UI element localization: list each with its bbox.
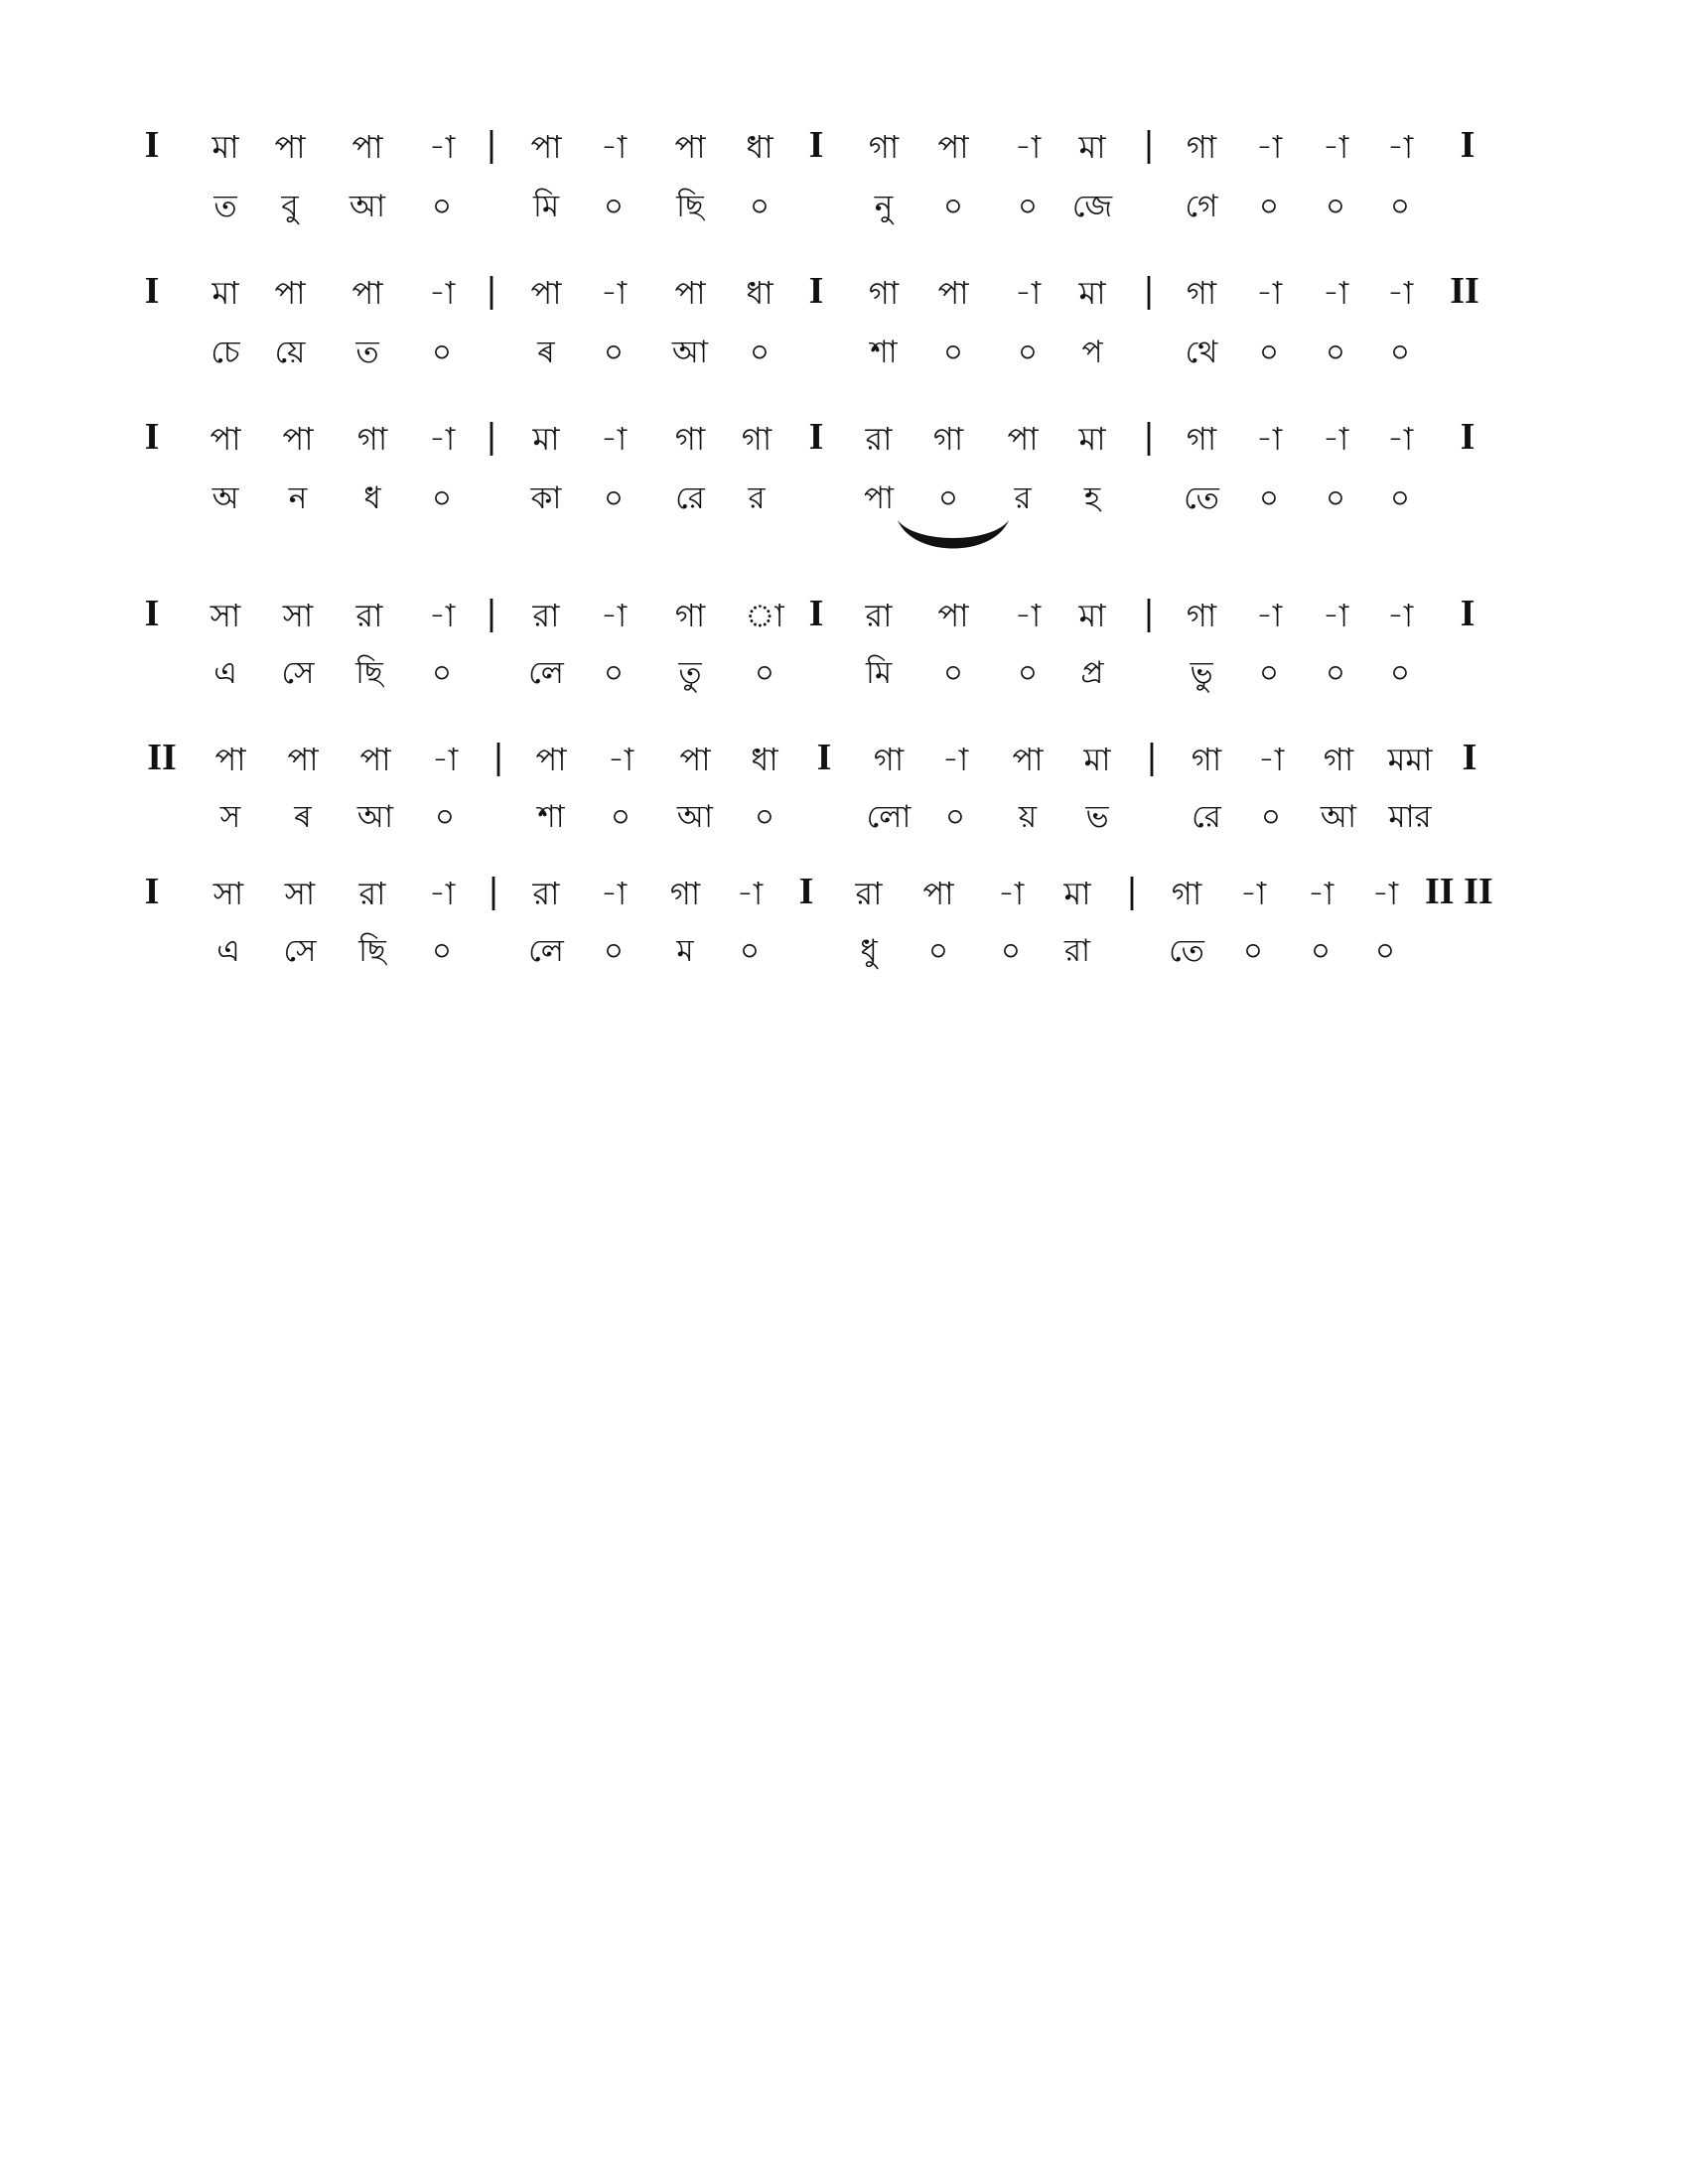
- bar-line: I: [144, 871, 160, 912]
- swara-note: রা: [532, 597, 560, 634]
- swara-note: -া: [736, 875, 764, 912]
- lyric-syllable: এ: [216, 933, 240, 969]
- lyric-syllable: ০: [431, 335, 453, 370]
- beat-divider: |: [1143, 594, 1155, 633]
- lyric-syllable: ০: [942, 335, 964, 370]
- swara-note: -া: [1257, 741, 1285, 778]
- swara-note: পা: [287, 741, 319, 778]
- swara-note: মা: [1083, 741, 1111, 778]
- beat-divider: |: [486, 125, 497, 165]
- bar-line: II: [1450, 270, 1479, 312]
- lyric-syllable: ০: [1258, 655, 1280, 691]
- beat-divider: |: [1126, 872, 1138, 911]
- lyric-syllable: ত: [213, 189, 237, 224]
- swara-note: -া: [607, 741, 634, 778]
- lyric-syllable: জে: [1071, 189, 1113, 224]
- lyric-syllable: ০: [431, 933, 453, 969]
- lyric-syllable: ধ: [363, 480, 381, 516]
- swara-note: -া: [1255, 597, 1283, 634]
- lyric-syllable: ০: [1017, 655, 1039, 691]
- lyric-syllable: ০: [1258, 189, 1280, 224]
- lyric-syllable: শা: [537, 799, 565, 835]
- swara-note: ধা: [751, 741, 778, 778]
- swara-note: গা: [1186, 420, 1217, 458]
- lyric-syllable: য়ে: [274, 335, 306, 370]
- lyric-syllable: ০: [610, 799, 632, 835]
- bar-line: I: [144, 270, 160, 312]
- lyric-syllable: ০: [603, 189, 625, 224]
- lyric-syllable: স: [219, 799, 241, 835]
- swara-note: পা: [1012, 741, 1044, 778]
- beat-divider: |: [1146, 738, 1158, 777]
- bar-line: I: [144, 124, 160, 166]
- swara-note: -া: [600, 597, 628, 634]
- swara-note: -া: [1014, 274, 1042, 312]
- lyric-syllable: রে: [675, 480, 705, 516]
- lyric-syllable: মার: [1388, 799, 1432, 835]
- lyric-syllable: তু: [678, 655, 702, 691]
- swara-note: পা: [352, 128, 383, 166]
- lyric-syllable: লে: [528, 655, 564, 691]
- lyric-syllable: শা: [870, 335, 898, 370]
- swara-note: পা: [530, 128, 562, 166]
- swara-note: -া: [1386, 597, 1414, 634]
- lyric-syllable: ০: [942, 189, 964, 224]
- lyric-syllable: ০: [937, 480, 959, 516]
- bar-line: I: [1460, 124, 1476, 166]
- slur-mark: [894, 514, 1013, 560]
- swara-note: -া: [428, 128, 456, 166]
- swara-note: মা: [532, 420, 560, 458]
- lyric-syllable: আ: [356, 799, 394, 835]
- swara-note: পা: [679, 741, 711, 778]
- lyric-line-4: [0, 653, 1688, 733]
- lyric-syllable: আ: [671, 335, 709, 370]
- bar-line: I: [144, 416, 160, 458]
- swara-note: রা: [532, 875, 560, 912]
- swara-note: মা: [1063, 875, 1091, 912]
- lyric-line-2: [0, 333, 1688, 412]
- swara-note: গা: [868, 274, 900, 312]
- swara-note: মা: [1078, 420, 1106, 458]
- swara-note: গা: [873, 741, 905, 778]
- swara-note: -া: [941, 741, 969, 778]
- swara-note: পা: [922, 875, 954, 912]
- swara-note: -া: [600, 420, 628, 458]
- swara-note: পা: [1007, 420, 1039, 458]
- lyric-syllable: সে: [281, 655, 315, 691]
- swara-note: ধা: [746, 128, 774, 166]
- lyric-syllable: ০: [603, 335, 625, 370]
- lyric-syllable: ছি: [676, 189, 704, 224]
- swara-note: গা: [674, 597, 706, 634]
- beat-divider: |: [486, 417, 497, 457]
- lyric-line-3: [0, 478, 1688, 558]
- lyric-syllable: ০: [1258, 335, 1280, 370]
- lyric-syllable: র: [1014, 480, 1032, 516]
- swara-note: -া: [1322, 274, 1349, 312]
- lyric-syllable: ০: [1325, 480, 1346, 516]
- swara-note: মা: [1078, 597, 1106, 634]
- lyric-syllable: মি: [532, 189, 560, 224]
- lyric-syllable: ছি: [358, 933, 386, 969]
- bar-line: II II: [1425, 871, 1493, 912]
- swara-note: -া: [1322, 597, 1349, 634]
- beat-divider: |: [492, 738, 504, 777]
- lyric-syllable: ০: [431, 189, 453, 224]
- swara-note: -া: [1255, 128, 1283, 166]
- beat-divider: |: [486, 594, 497, 633]
- swara-note: পা: [535, 741, 567, 778]
- lyric-syllable: ০: [1310, 933, 1332, 969]
- swara-note: -া: [1239, 875, 1267, 912]
- lyric-syllable: কা: [530, 480, 562, 516]
- lyric-syllable: ছি: [355, 655, 383, 691]
- swara-note: সা: [212, 875, 244, 912]
- swara-note: গা: [741, 420, 773, 458]
- swara-note: -া: [1307, 875, 1335, 912]
- lyric-syllable: আ: [1320, 799, 1357, 835]
- swara-note: া: [745, 597, 784, 634]
- swara-note: -া: [600, 274, 628, 312]
- swara-note: -া: [431, 741, 459, 778]
- swara-note: -া: [1014, 128, 1042, 166]
- lyric-syllable: র: [748, 480, 766, 516]
- lyric-syllable: ০: [434, 799, 456, 835]
- lyric-syllable: ০: [431, 480, 453, 516]
- swara-note: -া: [428, 875, 456, 912]
- bar-line: II: [147, 737, 177, 778]
- swara-note: মমা: [1387, 741, 1433, 778]
- swara-note: পা: [530, 274, 562, 312]
- lyric-syllable: ০: [1325, 189, 1346, 224]
- swara-note: -া: [1322, 420, 1349, 458]
- lyric-syllable: ০: [1389, 189, 1411, 224]
- bar-line: I: [1460, 593, 1476, 634]
- swara-note: রা: [355, 597, 383, 634]
- swara-note: পা: [674, 128, 706, 166]
- swara-note: -া: [997, 875, 1025, 912]
- lyric-syllable: ০: [603, 933, 625, 969]
- swara-note: পা: [210, 420, 241, 458]
- swara-note: পা: [937, 128, 969, 166]
- swara-note: গা: [1186, 597, 1217, 634]
- swara-note: মা: [211, 128, 239, 166]
- swara-note: পা: [274, 274, 306, 312]
- lyric-syllable: লো: [866, 799, 912, 835]
- swara-note: গা: [669, 875, 701, 912]
- lyric-syllable: ০: [603, 480, 625, 516]
- lyric-syllable: ০: [754, 655, 775, 691]
- lyric-syllable: ০: [1325, 655, 1346, 691]
- lyric-syllable: ০: [754, 799, 775, 835]
- swara-note: ধা: [746, 274, 774, 312]
- swara-note: সা: [284, 875, 316, 912]
- lyric-syllable: ০: [942, 655, 964, 691]
- lyric-syllable: ০: [1017, 335, 1039, 370]
- swara-note: গা: [674, 420, 706, 458]
- swara-note: গা: [1186, 128, 1217, 166]
- lyric-syllable: ০: [1017, 189, 1039, 224]
- swara-note: -া: [1386, 420, 1414, 458]
- swara-note: পা: [937, 274, 969, 312]
- lyric-line-1: [0, 187, 1688, 266]
- lyric-syllable: য়: [1018, 799, 1038, 835]
- lyric-syllable: ভ: [1085, 799, 1109, 835]
- lyric-syllable: ত: [355, 335, 379, 370]
- swara-note: রা: [865, 597, 893, 634]
- lyric-syllable: তে: [1184, 480, 1219, 516]
- lyric-syllable: রে: [1192, 799, 1221, 835]
- swara-note: -া: [428, 597, 456, 634]
- lyric-syllable: ন: [288, 480, 308, 516]
- swara-note: -া: [1255, 274, 1283, 312]
- lyric-syllable: থে: [1185, 335, 1218, 370]
- bar-line: I: [808, 270, 824, 312]
- beat-divider: |: [1143, 417, 1155, 457]
- lyric-syllable: সে: [283, 933, 317, 969]
- lyric-syllable: ০: [1389, 480, 1411, 516]
- swara-note: পা: [937, 597, 969, 634]
- lyric-syllable: আ: [676, 799, 714, 835]
- bar-line: I: [144, 593, 160, 634]
- lyric-syllable: ধু: [860, 933, 878, 969]
- bar-line: I: [1462, 737, 1477, 778]
- swara-note: রা: [358, 875, 386, 912]
- swara-note: গা: [932, 420, 964, 458]
- lyric-syllable: ০: [1374, 933, 1396, 969]
- swara-note: -া: [428, 274, 456, 312]
- bar-line: I: [808, 416, 824, 458]
- swara-note: সা: [210, 597, 241, 634]
- lyric-syllable: ০: [1325, 335, 1346, 370]
- beat-divider: |: [486, 271, 497, 311]
- lyric-syllable: তে: [1169, 933, 1204, 969]
- lyric-syllable: ০: [1000, 933, 1022, 969]
- lyric-syllable: অ: [211, 480, 239, 516]
- swara-note: রা: [865, 420, 893, 458]
- lyric-syllable: ০: [1242, 933, 1264, 969]
- swara-note: গা: [1171, 875, 1202, 912]
- swara-note: পা: [352, 274, 383, 312]
- swara-note: গা: [1186, 274, 1217, 312]
- swara-note: -া: [428, 420, 456, 458]
- lyric-syllable: রা: [1063, 933, 1091, 969]
- swara-note: পা: [214, 741, 246, 778]
- swara-note: -া: [600, 128, 628, 166]
- lyric-syllable: ০: [749, 189, 771, 224]
- beat-divider: |: [1143, 271, 1155, 311]
- swara-note: পা: [359, 741, 391, 778]
- swara-note: পা: [282, 420, 314, 458]
- swara-note: পা: [274, 128, 306, 166]
- bar-line: I: [1460, 416, 1476, 458]
- bar-line: I: [798, 871, 814, 912]
- lyric-syllable: চে: [211, 335, 240, 370]
- swara-note: পা: [674, 274, 706, 312]
- swara-note: গা: [868, 128, 900, 166]
- swara-note: গা: [1191, 741, 1222, 778]
- lyric-syllable: বু: [281, 189, 299, 224]
- lyric-syllable: পা: [863, 480, 895, 516]
- swara-note: -া: [1014, 597, 1042, 634]
- swara-note: গা: [1323, 741, 1354, 778]
- swara-note: রা: [855, 875, 883, 912]
- swara-note: -া: [600, 875, 628, 912]
- lyric-syllable: ০: [927, 933, 949, 969]
- swara-note: -া: [1371, 875, 1399, 912]
- lyric-syllable: ০: [1260, 799, 1282, 835]
- lyric-syllable: নু: [874, 189, 894, 224]
- beat-divider: |: [1143, 125, 1155, 165]
- lyric-syllable: ০: [739, 933, 761, 969]
- lyric-line-6: [0, 931, 1688, 1011]
- lyric-syllable: ০: [1389, 655, 1411, 691]
- swara-note: সা: [282, 597, 314, 634]
- lyric-syllable: ০: [749, 335, 771, 370]
- beat-divider: |: [488, 872, 499, 911]
- swara-note: -া: [1386, 128, 1414, 166]
- lyric-syllable: এ: [213, 655, 237, 691]
- swara-note: মা: [1078, 128, 1106, 166]
- swara-note: -া: [1386, 274, 1414, 312]
- lyric-syllable: ৰ: [537, 335, 555, 370]
- bar-line: I: [808, 124, 824, 166]
- lyric-syllable: লে: [528, 933, 564, 969]
- lyric-syllable: ০: [944, 799, 966, 835]
- bar-line: I: [816, 737, 832, 778]
- lyric-syllable: ৰ: [294, 799, 312, 835]
- lyric-syllable: আ: [349, 189, 386, 224]
- lyric-line-5: [0, 797, 1688, 877]
- swara-note: মা: [211, 274, 239, 312]
- lyric-syllable: ০: [1389, 335, 1411, 370]
- lyric-syllable: গে: [1185, 189, 1218, 224]
- lyric-syllable: ০: [603, 655, 625, 691]
- lyric-syllable: প্র: [1080, 655, 1104, 691]
- lyric-syllable: প: [1081, 335, 1103, 370]
- swara-note: মা: [1078, 274, 1106, 312]
- bar-line: I: [808, 593, 824, 634]
- lyric-syllable: ভু: [1190, 655, 1213, 691]
- swara-note: -া: [1255, 420, 1283, 458]
- lyric-syllable: হ: [1083, 480, 1101, 516]
- lyric-syllable: মি: [865, 655, 893, 691]
- lyric-syllable: ০: [1258, 480, 1280, 516]
- lyric-syllable: ০: [431, 655, 453, 691]
- swara-note: গা: [356, 420, 388, 458]
- swara-note: -া: [1322, 128, 1349, 166]
- lyric-syllable: ম: [676, 933, 694, 969]
